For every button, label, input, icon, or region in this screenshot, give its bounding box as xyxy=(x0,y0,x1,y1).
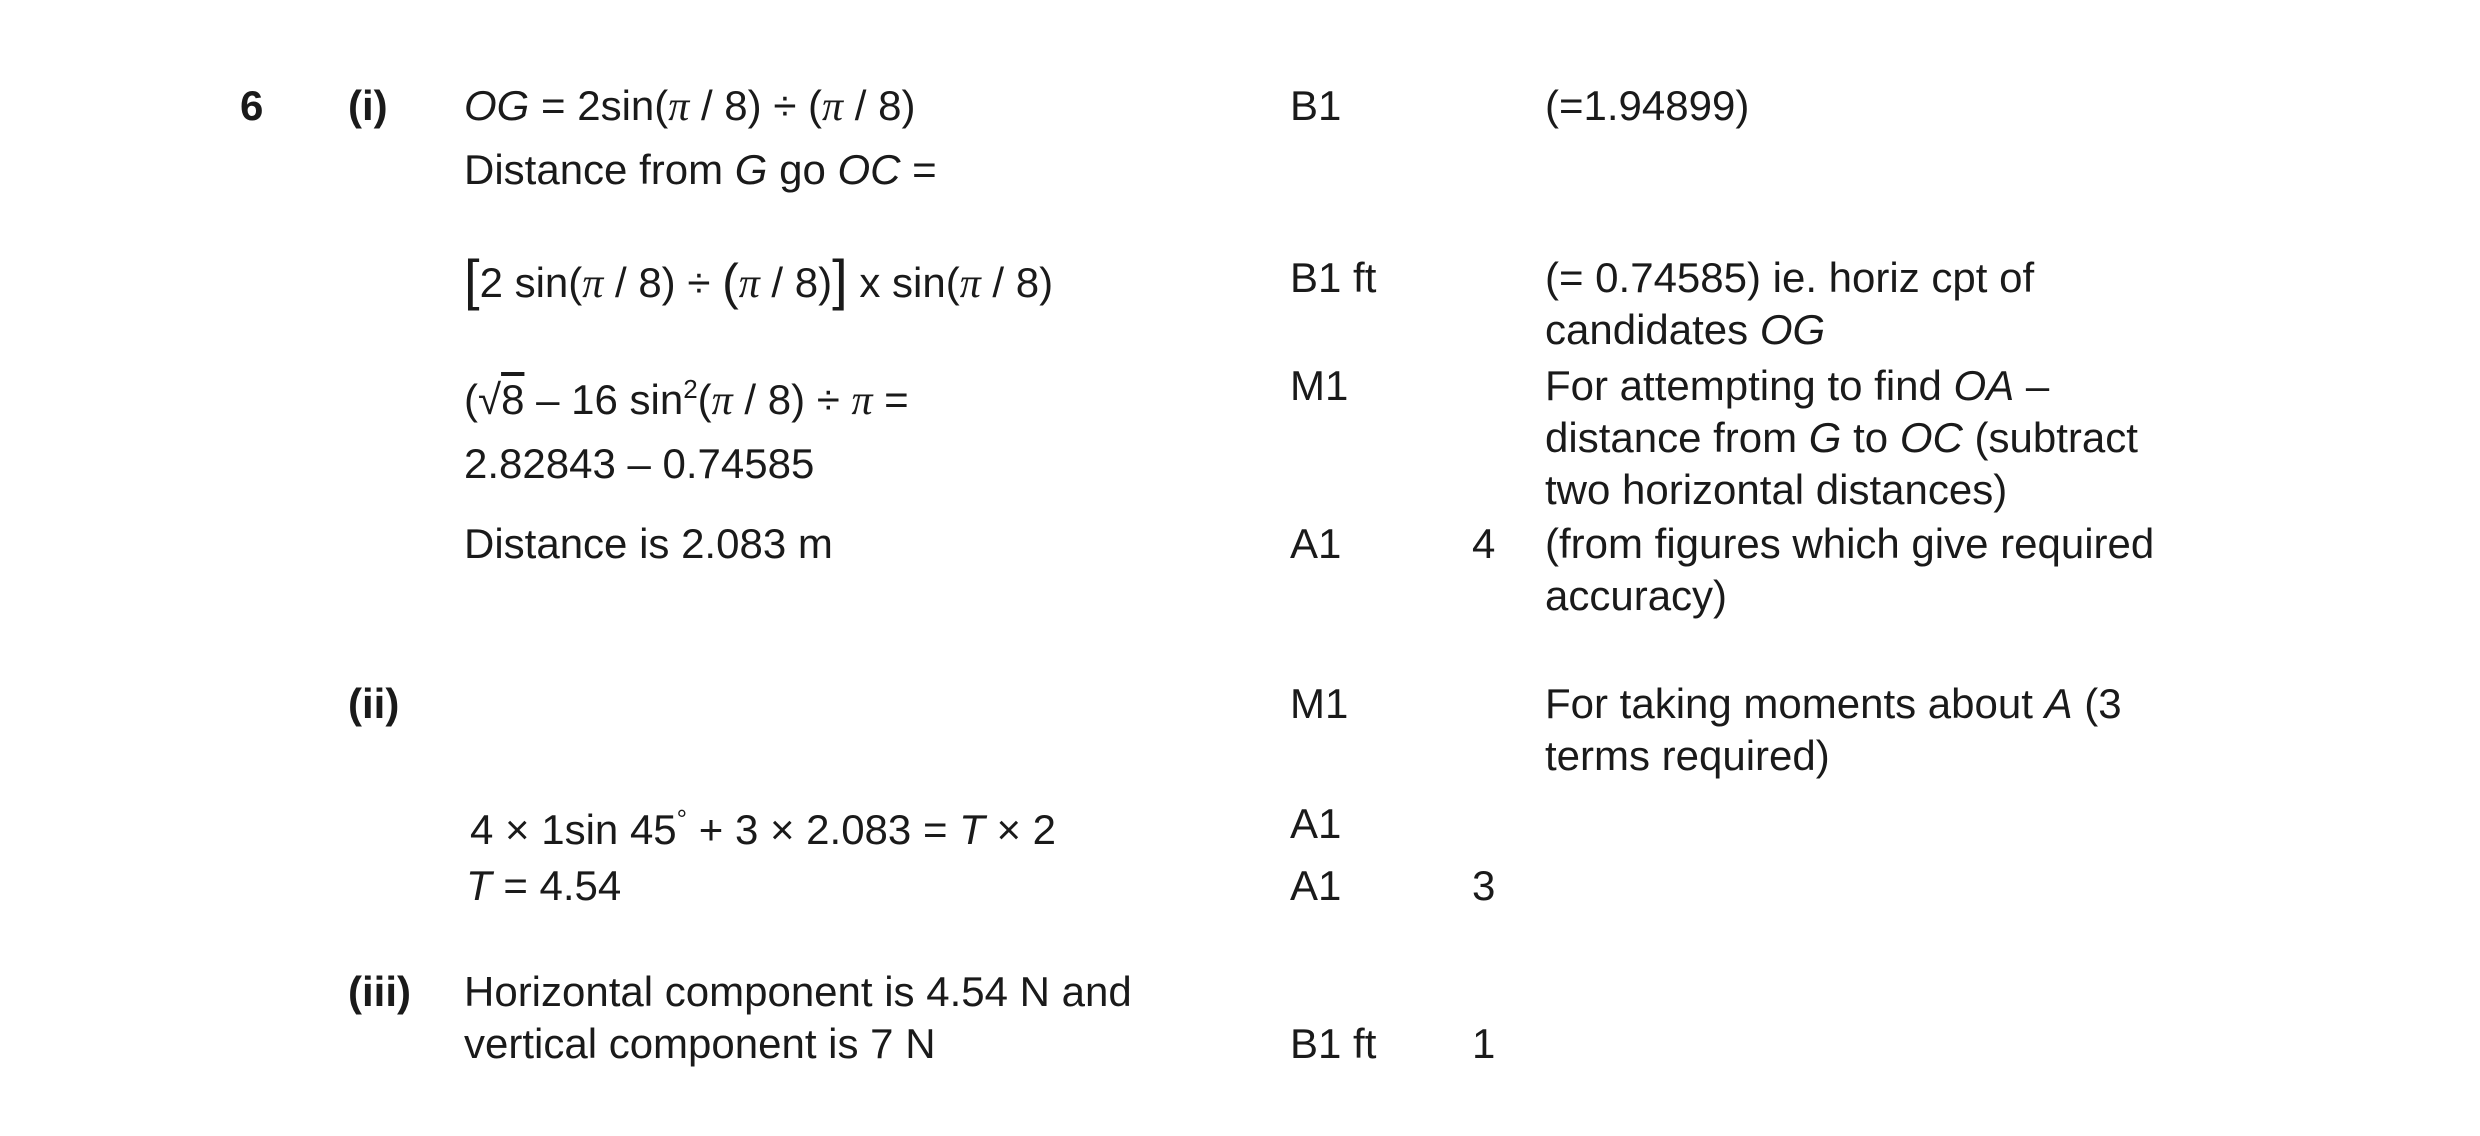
tension-symbol: T xyxy=(959,806,985,853)
part-i-subtraction-expression xyxy=(464,374,909,427)
og-over8: / 8) ÷ ( xyxy=(689,82,823,129)
expr-b: / 8) ÷ xyxy=(603,259,723,306)
sub-sin: – 16 sin xyxy=(524,376,684,423)
pi-symbol: π xyxy=(822,84,844,130)
comment-attempt-line1 xyxy=(1545,360,2049,412)
dist-eq: = xyxy=(900,146,937,193)
mark-m1: M1 xyxy=(1290,362,1349,409)
part-iii-label: (iii) xyxy=(348,968,411,1015)
comment-g: G xyxy=(1808,414,1842,461)
comment-attempt-line2 xyxy=(1545,412,2138,464)
dist-oc: OC xyxy=(837,146,901,193)
dist-mid: go xyxy=(767,146,838,193)
mark-m1: M1 xyxy=(1290,680,1349,727)
sqrt-symbol: √ xyxy=(478,376,502,423)
sub-square: 2 xyxy=(683,374,698,404)
sub-over8: / 8) ÷ xyxy=(732,376,852,423)
pi-symbol: π xyxy=(668,84,690,130)
og-symbol: OG xyxy=(464,82,530,129)
tension-value: = 4.54 xyxy=(491,862,622,909)
part-iii-line1: Horizontal component is 4.54 N and xyxy=(464,968,1132,1015)
part-ii-label: (ii) xyxy=(348,680,400,727)
comment-a: A xyxy=(2044,680,2073,727)
pi-symbol: π xyxy=(738,261,760,307)
pi-symbol: π xyxy=(959,261,981,307)
sqrt-radicand: 8 xyxy=(501,376,525,423)
comment-og-value: (=1.94899) xyxy=(1545,82,1750,129)
comment-attempt-post: – xyxy=(2014,362,2050,409)
mark-b1-ft: B1 ft xyxy=(1290,254,1377,301)
comment-candidates: candidates xyxy=(1545,306,1760,353)
comment-oa: OA xyxy=(1953,362,2015,409)
mark-a1: A1 xyxy=(1290,520,1342,567)
part-iii-total: 1 xyxy=(1472,1020,1496,1067)
mark-a1: A1 xyxy=(1290,800,1342,847)
pi-symbol: π xyxy=(711,378,733,424)
part-i-numeric-subtraction: 2.82843 – 0.74585 xyxy=(464,440,815,487)
expr-a: 2 sin( xyxy=(479,259,583,306)
comment-horiz-line1: (= 0.74585) ie. horiz cpt of xyxy=(1545,254,2035,301)
sub-eq: = xyxy=(872,376,909,423)
comment-horiz-line2 xyxy=(1545,304,1825,356)
sub-paren: ( xyxy=(697,376,712,423)
dist-prefix: Distance from xyxy=(464,146,735,193)
dist-g: G xyxy=(734,146,768,193)
comment-moments-post: (3 xyxy=(2072,680,2122,727)
pi-symbol: π xyxy=(582,261,604,307)
comment-attempt-pre: For attempting to find xyxy=(1545,362,1954,409)
comment-og: OG xyxy=(1759,306,1826,353)
comment-moments-line2: terms required) xyxy=(1545,732,1830,779)
expr-x: x sin( xyxy=(847,259,960,306)
comment-dist-mid: to xyxy=(1841,414,1900,461)
part-iii-line2: vertical component is 7 N xyxy=(464,1020,936,1067)
part-i-distance-heading xyxy=(464,144,937,196)
sub-open: ( xyxy=(464,376,478,423)
left-paren: ( xyxy=(722,254,739,310)
tension-symbol: T xyxy=(466,862,492,909)
part-ii-total: 3 xyxy=(1472,862,1496,909)
part-i-label: (i) xyxy=(348,82,388,129)
part-i-og-equation xyxy=(464,80,915,133)
expr-d: / 8) xyxy=(980,259,1054,306)
question-number: 6 xyxy=(240,82,264,129)
comment-oc: OC xyxy=(1899,414,1963,461)
mark-b1: B1 xyxy=(1290,82,1342,129)
moment-rhs: × 2 xyxy=(984,806,1057,853)
left-bracket: [ xyxy=(464,248,480,311)
mark-b1-ft: B1 ft xyxy=(1290,1020,1377,1067)
og-over8b: / 8) xyxy=(843,82,916,129)
part-ii-tension-result xyxy=(466,860,621,912)
moment-mid: + 3 × 2.083 = xyxy=(687,806,960,853)
og-rhs: = 2sin( xyxy=(529,82,669,129)
mark-a1: A1 xyxy=(1290,862,1342,909)
comment-accuracy-line2: accuracy) xyxy=(1545,572,1728,619)
part-i-distance-result: Distance is 2.083 m xyxy=(464,520,833,567)
degree-symbol: ° xyxy=(676,804,688,834)
part-ii-moment-equation xyxy=(470,804,1056,856)
right-bracket: ] xyxy=(832,248,848,311)
comment-dist-post: (subtract xyxy=(1962,414,2138,461)
comment-moments-pre: For taking moments about xyxy=(1545,680,2045,727)
pi-symbol: π xyxy=(851,378,873,424)
comment-dist-pre: distance from xyxy=(1545,414,1809,461)
comment-accuracy-line1: (from figures which give required xyxy=(1545,520,2155,567)
comment-attempt-line3: two horizontal distances) xyxy=(1545,466,2008,513)
part-i-horizontal-expression xyxy=(464,248,1054,311)
expr-c: / 8) xyxy=(759,259,833,306)
moment-lhs: 4 × 1sin 45 xyxy=(470,806,677,853)
comment-moments-line1 xyxy=(1545,678,2122,730)
part-i-total: 4 xyxy=(1472,520,1496,567)
